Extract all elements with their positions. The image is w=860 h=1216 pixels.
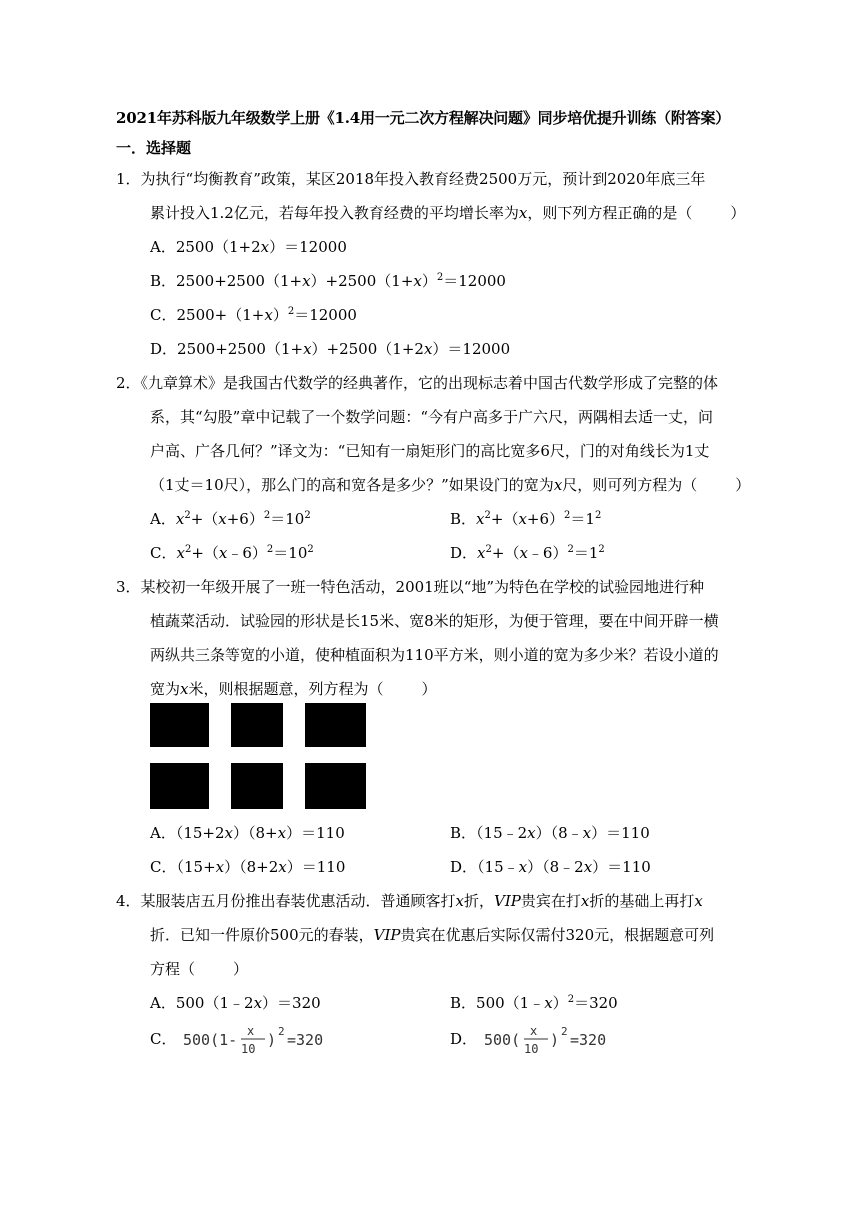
q4-vip-1: VIP — [494, 892, 521, 910]
q3-option-b[interactable]: B．（15﹣2x）（8﹣x）＝110 — [450, 824, 650, 842]
question-3-line-4 — [150, 678, 437, 699]
question-1-line-2 — [150, 202, 745, 223]
q3-text-b: 米，则根据题意，列方程为（ — [188, 680, 384, 698]
question-1-line-1: 1．为执行“均衡教育”政策，某区2018年投入教育经费2500万元，预计到2020年底三年 — [116, 170, 706, 188]
q1-var: x — [518, 204, 528, 222]
q4-var-1: x — [455, 892, 465, 910]
q2-option-c[interactable]: C．$x^2+(x﹣6)^2=10^2$ — [150, 544, 314, 562]
q4-option-b[interactable]: B．500（1﹣x）$^2$＝320 — [450, 994, 618, 1012]
q4-text-c: 贵宾在打 — [520, 892, 581, 910]
q4-text-b: 折， — [464, 892, 495, 910]
svg-text:10: 10 — [241, 1042, 256, 1056]
svg-text:x: x — [529, 1024, 538, 1038]
q1-option-c[interactable]: C．$2500+(1+x)^2=12000$ — [150, 306, 357, 324]
q3-close: ） — [421, 680, 437, 698]
q4-option-c-formula — [181, 1022, 351, 1058]
q2-close: ） — [735, 476, 751, 494]
q1-option-d[interactable]: D．2500+2500（1+x）+2500（1+2x）＝12000 — [150, 340, 511, 358]
horizontal-path — [150, 747, 366, 763]
vertical-path-right — [283, 703, 305, 809]
q3-option-d[interactable]: D．（15﹣x）（8﹣2x）＝110 — [450, 858, 651, 876]
q1-text-a: 累计投入1.2亿元，若每年投入教育经费的平均增长率为 — [150, 204, 519, 222]
q4-var-2: x — [580, 892, 590, 910]
q4-text-a: 4．某服装店五月份推出春装优惠活动．普通顾客打 — [116, 892, 456, 910]
q4-close: ） — [233, 960, 249, 978]
q4-option-c-label: C． — [150, 1030, 177, 1048]
q4-option-d-formula — [482, 1022, 632, 1058]
q4-option-d-label: D． — [450, 1030, 478, 1048]
q1-close: ） — [730, 204, 746, 222]
q4-text-e: 折．已知一件原价500元的春装， — [150, 926, 374, 944]
question-4-line-1 — [116, 890, 703, 911]
q4-option-c[interactable] — [150, 1022, 351, 1058]
question-3-line-1: 3．某校初一年级开展了一班一特色活动，2001班以“地”为特色在学校的试验园地进行种 — [116, 578, 705, 596]
question-4-line-2 — [150, 924, 714, 945]
q2-option-d[interactable]: D．$x^2+(x﹣6)^2=1^2$ — [450, 544, 605, 562]
q4-option-d[interactable] — [450, 1022, 632, 1058]
q1-text-b: ，则下列方程正确的是（ — [527, 204, 693, 222]
q3-var: x — [180, 680, 189, 698]
q4-text-f: 贵宾在优惠后实际仅需付320元，根据题意可列 — [400, 926, 715, 944]
q1-option-a[interactable]: A．2500（1+2x）＝12000 — [150, 238, 347, 256]
q2-text-a: （1丈＝10尺），那么门的高和宽各是多少？”如果设门的宽为 — [150, 476, 554, 494]
q3-option-c[interactable]: C．（15+x）（8+2x）＝110 — [150, 858, 346, 876]
section-heading: 一．选择题 — [116, 139, 192, 157]
question-3-line-2: 植蔬菜活动．试验园的形状是长15米、宽8米的矩形，为便于管理，要在中间开辟一横 — [150, 612, 719, 630]
svg-text:500(1-: 500(1- — [183, 1031, 238, 1049]
svg-text:500(: 500( — [483, 1031, 520, 1049]
question-3-line-3: 两纵共三条等宽的小道，使种植面积为110平方米，则小道的宽为多少米？若设小道的 — [150, 646, 719, 664]
question-2-line-4 — [150, 474, 750, 495]
svg-text:2: 2 — [278, 1025, 285, 1038]
question-4-line-3 — [150, 958, 248, 979]
q4-text-d: 折的基础上再打 — [589, 892, 695, 910]
q2-option-b[interactable]: B．$x^2+(x+6)^2=1^2$ — [450, 510, 602, 528]
q4-text-g: 方程（ — [150, 960, 196, 978]
q4-vip-2: VIP — [373, 926, 401, 944]
q3-text-a: 宽为 — [150, 680, 181, 698]
q2-option-a[interactable]: A．$x^2+(x+6)^2=10^2$ — [150, 510, 311, 528]
svg-text:10: 10 — [523, 1042, 539, 1056]
vertical-path-left — [209, 703, 231, 809]
q2-text-b: 尺，则可列方程为（ — [562, 476, 698, 494]
question-2-line-3: 户高、广各几何？”译文为：“已知有一扇矩形门的高比宽多6尺，门的对角线长为1丈 — [150, 442, 710, 460]
svg-text:x: x — [247, 1024, 255, 1038]
q3-option-a[interactable]: A．（15+2x）（8+x）＝110 — [150, 824, 345, 842]
question-2-line-1: 2．《九章算术》是我国古代数学的经典著作，它的出现标志着中国古代数学形成了完整的体 — [116, 374, 719, 392]
q2-var: x — [553, 476, 563, 494]
page-title: 2021年苏科版九年级数学上册《1.4用一元二次方程解决问题》同步培优提升训练（附答案） — [116, 109, 731, 127]
question-2-line-2: 系，其“勾股”章中记载了一个数学问题：“今有户高多于广六尺，两隅相去适一丈，问 — [150, 408, 714, 426]
svg-text:2: 2 — [560, 1025, 568, 1038]
svg-text:=320: =320 — [569, 1031, 606, 1049]
svg-text:): ) — [267, 1031, 277, 1049]
svg-text:=320: =320 — [287, 1031, 324, 1049]
garden-path-diagram — [150, 703, 366, 809]
q1-option-b[interactable]: B．$2500+2500(1+x)+2500(1+x)^2=12000$ — [150, 272, 506, 290]
svg-text:): ) — [549, 1031, 559, 1049]
q4-var-3: x — [694, 892, 703, 910]
q4-option-a[interactable]: A．500（1﹣2x）＝320 — [150, 994, 321, 1012]
